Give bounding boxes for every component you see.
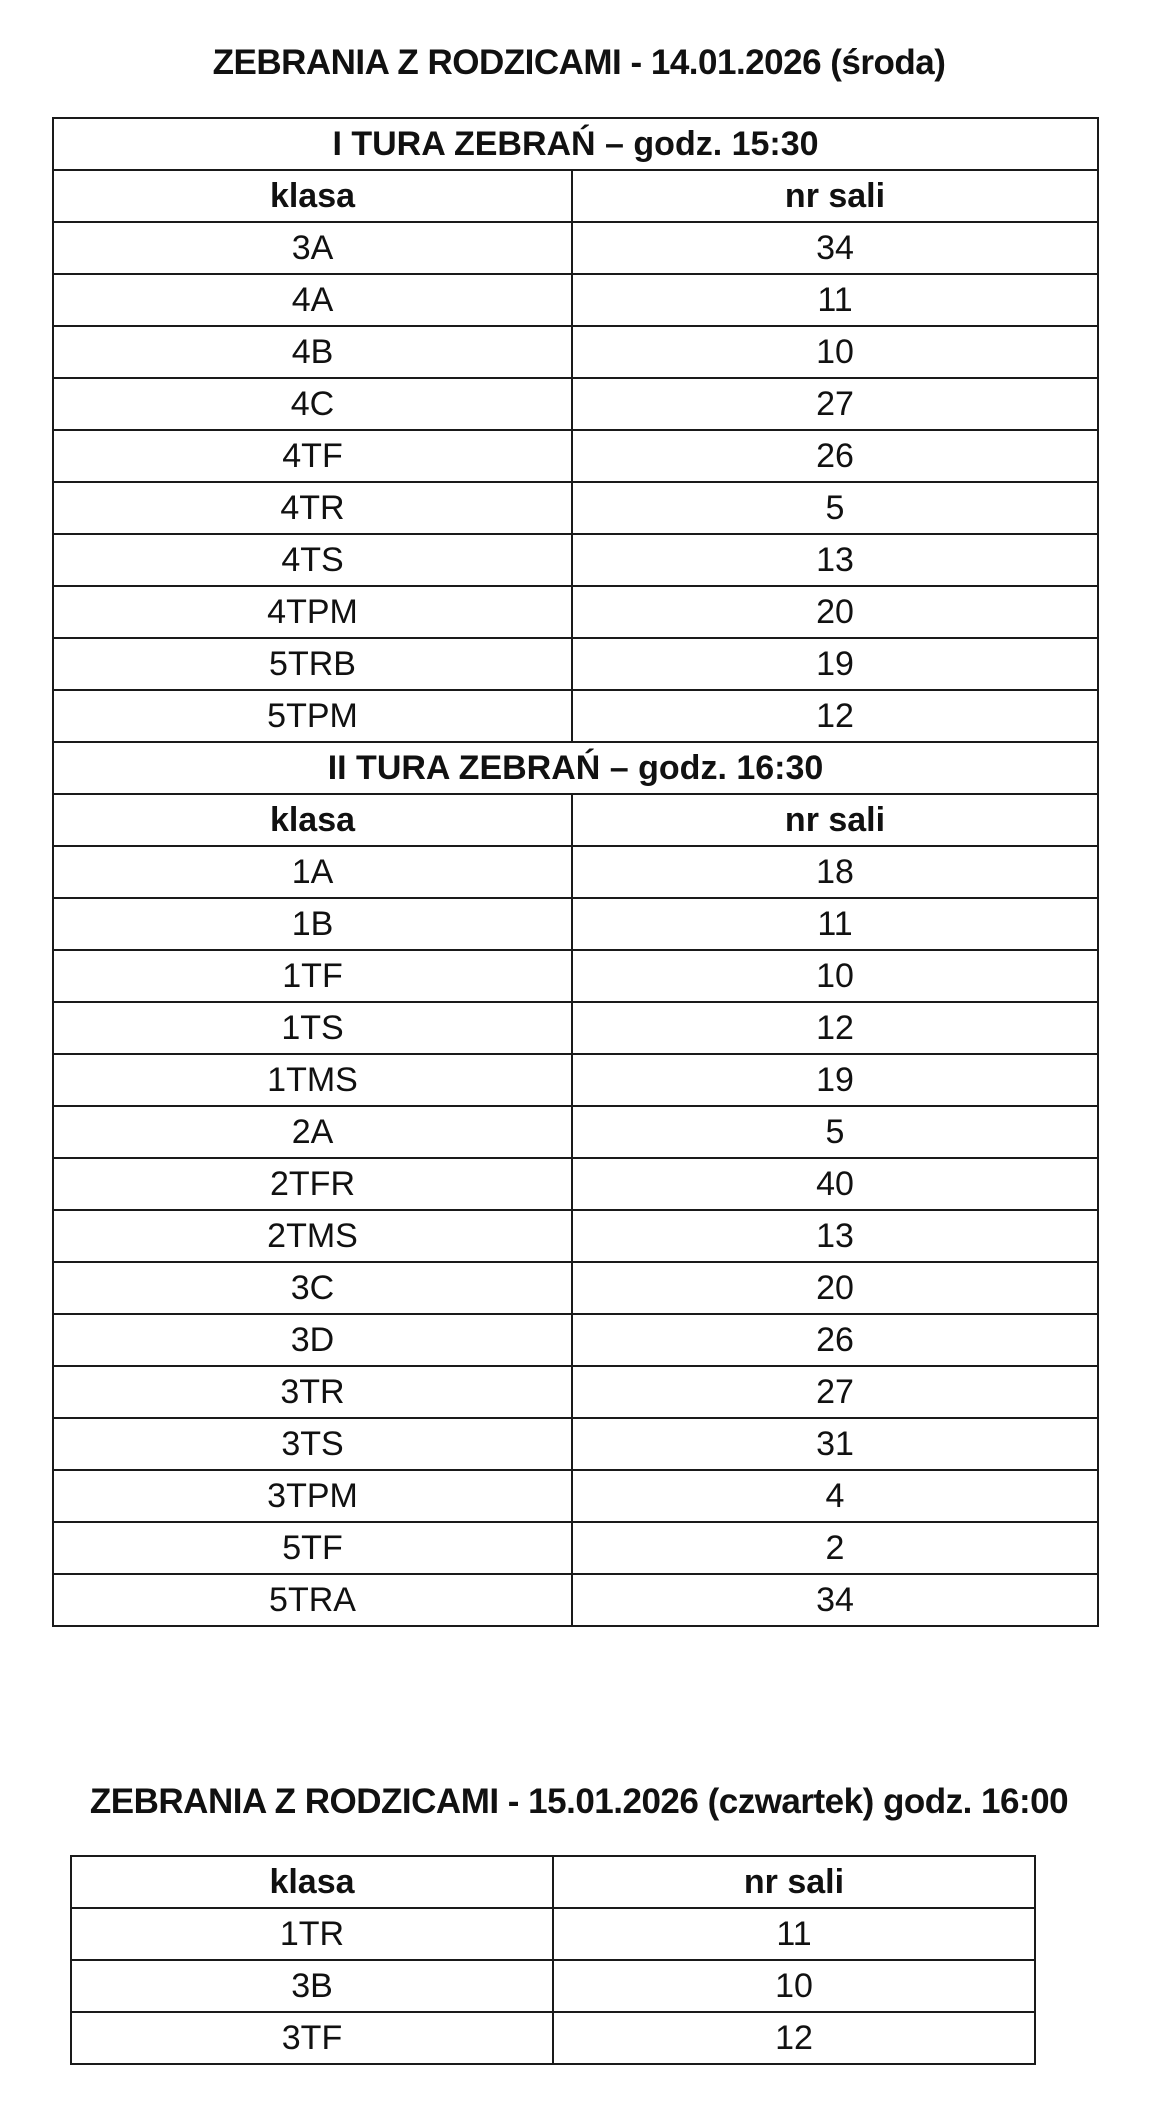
table-row <box>53 1054 1098 1106</box>
class-name-cell: 4TS <box>53 534 572 586</box>
round-1-title-row <box>53 118 1098 170</box>
room-number-cell: 40 <box>572 1158 1098 1210</box>
room-number-cell: 11 <box>572 274 1098 326</box>
class-name-cell: 5TPM <box>53 690 572 742</box>
table-row <box>53 1262 1098 1314</box>
room-number-cell: 11 <box>572 898 1098 950</box>
table-row <box>53 1574 1098 1626</box>
room-number-cell: 10 <box>572 326 1098 378</box>
class-name-cell: 3C <box>53 1262 572 1314</box>
page-title-15-01: ZEBRANIA Z RODZICAMI - 15.01.2026 (czwartek) godz. 16:00 <box>89 1782 1069 1821</box>
room-number-cell: 12 <box>572 690 1098 742</box>
table-row <box>53 222 1098 274</box>
class-name-cell: 2A <box>53 1106 572 1158</box>
class-name-cell: 1B <box>53 898 572 950</box>
class-name-cell: 4A <box>53 274 572 326</box>
round-1-header-row <box>53 170 1098 222</box>
room-number-cell: 12 <box>553 2012 1035 2064</box>
table-row <box>53 586 1098 638</box>
class-name-cell: 3TPM <box>53 1470 572 1522</box>
class-name-cell: 2TFR <box>53 1158 572 1210</box>
meetings-table-14-01 <box>52 117 1099 1627</box>
table-row <box>53 1522 1098 1574</box>
room-number-cell: 26 <box>572 430 1098 482</box>
class-name-cell: 5TRA <box>53 1574 572 1626</box>
table-row <box>53 1314 1098 1366</box>
room-number-cell: 10 <box>572 950 1098 1002</box>
table-row <box>53 274 1098 326</box>
table-row <box>71 2012 1035 2064</box>
table-row <box>53 1158 1098 1210</box>
table-row <box>53 1002 1098 1054</box>
class-name-cell: 1TF <box>53 950 572 1002</box>
class-name-cell: 4TR <box>53 482 572 534</box>
table-row <box>53 638 1098 690</box>
room-number-cell: 13 <box>572 1210 1098 1262</box>
table-row <box>53 430 1098 482</box>
room-number-cell: 20 <box>572 586 1098 638</box>
table-row <box>53 898 1098 950</box>
round-2-title: II TURA ZEBRAŃ – godz. 16:30 <box>53 742 1098 794</box>
room-number-cell: 10 <box>553 1960 1035 2012</box>
class-name-cell: 5TRB <box>53 638 572 690</box>
round-1-title: I TURA ZEBRAŃ – godz. 15:30 <box>53 118 1098 170</box>
table-row <box>53 1210 1098 1262</box>
column-header-klasa: klasa <box>53 794 572 846</box>
class-name-cell: 4TF <box>53 430 572 482</box>
page-title-14-01: ZEBRANIA Z RODZICAMI - 14.01.2026 (środa) <box>212 43 946 82</box>
class-name-cell: 3TR <box>53 1366 572 1418</box>
column-header-nr-sali: nr sali <box>572 794 1098 846</box>
meetings-table-15-01-body <box>71 1856 1035 2064</box>
table-row <box>53 1106 1098 1158</box>
class-name-cell: 3TF <box>71 2012 553 2064</box>
class-name-cell: 5TF <box>53 1522 572 1574</box>
table-row <box>53 1470 1098 1522</box>
room-number-cell: 12 <box>572 1002 1098 1054</box>
class-name-cell: 1TS <box>53 1002 572 1054</box>
table-row <box>71 1960 1035 2012</box>
class-name-cell: 4B <box>53 326 572 378</box>
room-number-cell: 18 <box>572 846 1098 898</box>
column-header-nr-sali: nr sali <box>572 170 1098 222</box>
class-name-cell: 3D <box>53 1314 572 1366</box>
class-name-cell: 3A <box>53 222 572 274</box>
room-number-cell: 11 <box>553 1908 1035 1960</box>
room-number-cell: 31 <box>572 1418 1098 1470</box>
class-name-cell: 3B <box>71 1960 553 2012</box>
meetings-table-15-01 <box>70 1855 1036 2065</box>
room-number-cell: 2 <box>572 1522 1098 1574</box>
table-row <box>71 1908 1035 1960</box>
table-row <box>53 1366 1098 1418</box>
room-number-cell: 20 <box>572 1262 1098 1314</box>
round-2-title-row <box>53 742 1098 794</box>
table-row <box>53 846 1098 898</box>
class-name-cell: 4TPM <box>53 586 572 638</box>
class-name-cell: 1TR <box>71 1908 553 1960</box>
room-number-cell: 4 <box>572 1470 1098 1522</box>
room-number-cell: 5 <box>572 1106 1098 1158</box>
table-row <box>53 482 1098 534</box>
table-2-header-row <box>71 1856 1035 1908</box>
room-number-cell: 34 <box>572 222 1098 274</box>
room-number-cell: 19 <box>572 1054 1098 1106</box>
round-2-header-row <box>53 794 1098 846</box>
table-row <box>53 690 1098 742</box>
table-row <box>53 950 1098 1002</box>
class-name-cell: 1TMS <box>53 1054 572 1106</box>
meetings-table-14-01-body <box>53 118 1098 1626</box>
room-number-cell: 26 <box>572 1314 1098 1366</box>
table-row <box>53 1418 1098 1470</box>
room-number-cell: 34 <box>572 1574 1098 1626</box>
column-header-klasa: klasa <box>53 170 572 222</box>
room-number-cell: 19 <box>572 638 1098 690</box>
room-number-cell: 5 <box>572 482 1098 534</box>
class-name-cell: 2TMS <box>53 1210 572 1262</box>
table-row <box>53 534 1098 586</box>
class-name-cell: 1A <box>53 846 572 898</box>
class-name-cell: 4C <box>53 378 572 430</box>
room-number-cell: 27 <box>572 378 1098 430</box>
room-number-cell: 27 <box>572 1366 1098 1418</box>
table-row <box>53 326 1098 378</box>
class-name-cell: 3TS <box>53 1418 572 1470</box>
column-header-klasa: klasa <box>71 1856 553 1908</box>
table-row <box>53 378 1098 430</box>
column-header-nr-sali: nr sali <box>553 1856 1035 1908</box>
room-number-cell: 13 <box>572 534 1098 586</box>
